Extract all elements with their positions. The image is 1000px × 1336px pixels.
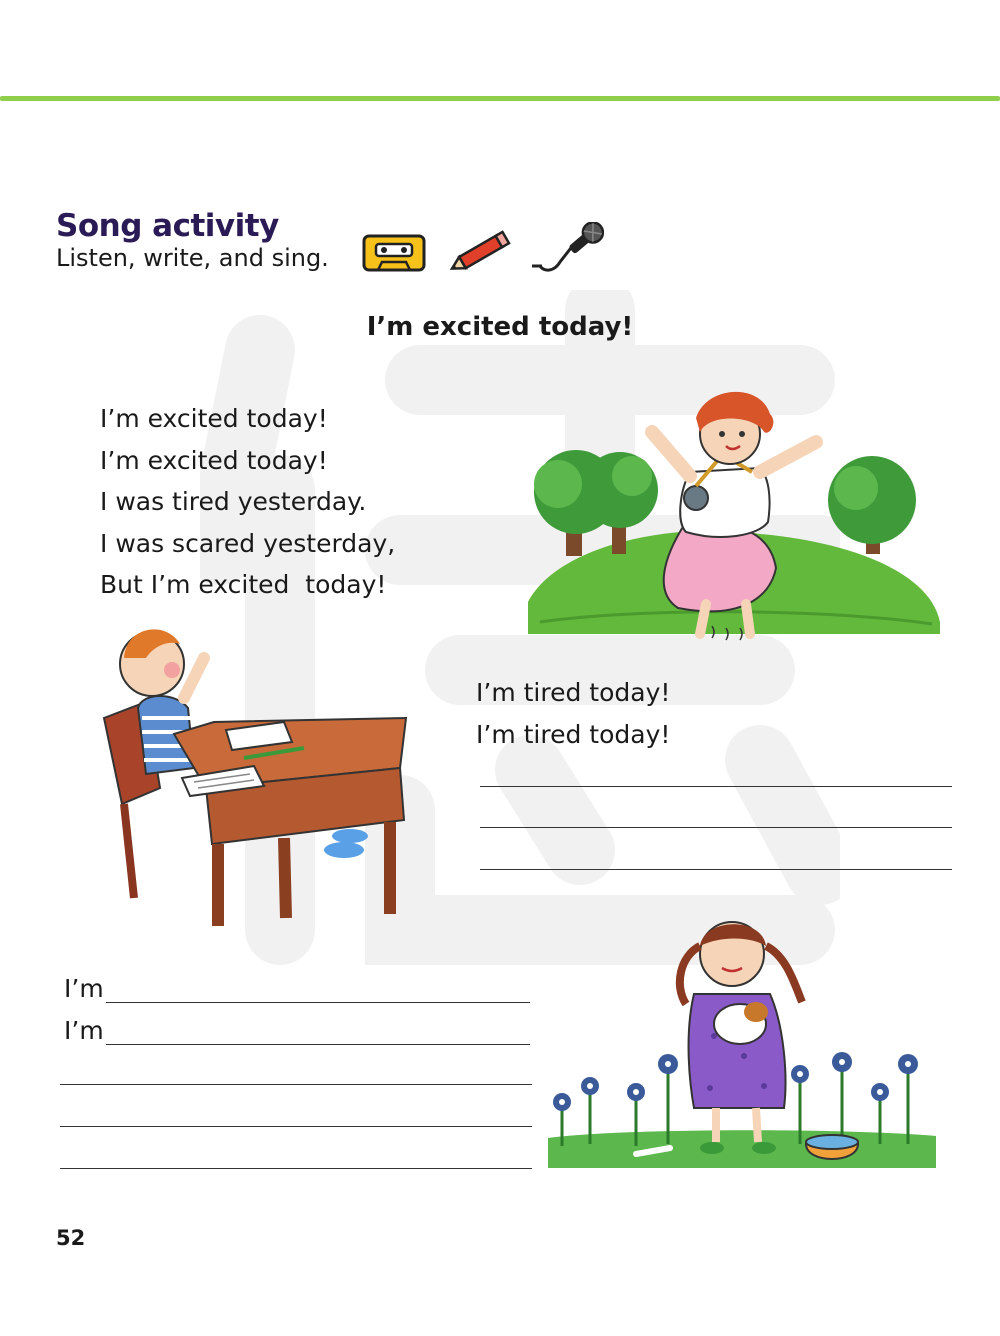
excited-girl-illustration: [520, 372, 950, 650]
top-divider: [0, 96, 1000, 101]
verse-line: I was scared yesterday,: [100, 528, 396, 558]
instruction-text: Listen, write, and sing.: [56, 244, 329, 272]
write-line[interactable]: [106, 1044, 530, 1045]
boy-at-desk-illustration: [94, 618, 412, 934]
write-line[interactable]: [60, 1168, 532, 1169]
verse-line: I’m tired today!: [476, 719, 671, 749]
pencil-icon: [446, 230, 514, 276]
verse-3-prompt: I’m: [64, 1016, 104, 1045]
verse-line: I’m excited today!: [100, 404, 328, 433]
cassette-icon: [362, 234, 426, 272]
girl-with-puppy-illustration: [544, 916, 940, 1172]
write-line[interactable]: [480, 869, 952, 870]
verse-line: I was tired yesterday.: [100, 487, 367, 516]
verse-1: [100, 398, 395, 606]
page-number: 52: [56, 1226, 86, 1250]
verse-line: I’m tired today!: [476, 678, 671, 707]
section-heading: Song activity: [56, 208, 279, 244]
song-title: I’m excited today!: [366, 312, 634, 342]
verse-3-prompt: I’m: [64, 974, 104, 1003]
write-line[interactable]: [60, 1126, 532, 1127]
write-line[interactable]: [60, 1084, 532, 1085]
verse-line: But I’m excited today!: [100, 570, 387, 599]
write-line[interactable]: [480, 786, 952, 787]
write-line[interactable]: [480, 827, 952, 828]
write-line[interactable]: [106, 1002, 530, 1003]
verse-2: [476, 672, 670, 755]
verse-line: I’m excited today!: [100, 445, 328, 475]
microphone-icon: [530, 222, 604, 274]
